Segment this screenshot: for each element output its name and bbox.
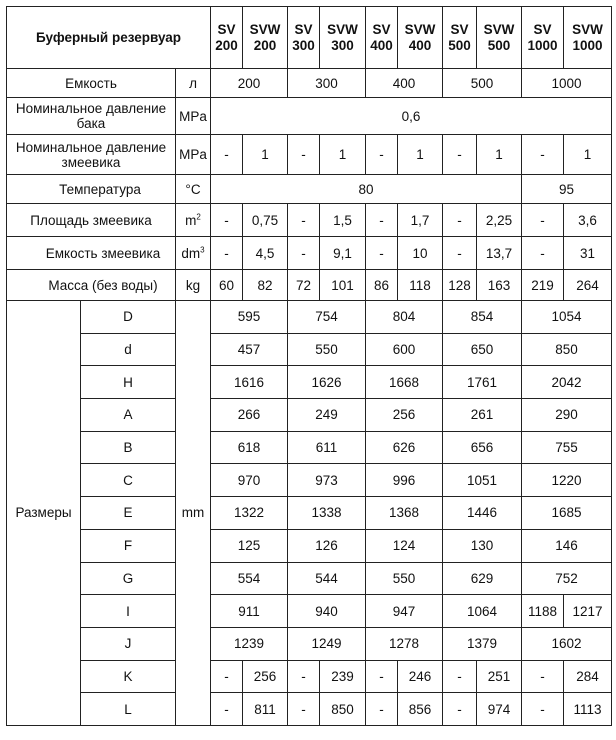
coil-area-row [7,204,612,237]
dim-value: 1626 [288,366,366,399]
coil-capacity-value: - [522,237,564,270]
coil-pressure-value: - [443,135,477,175]
dim-value: 974 [477,693,522,726]
mass-value: 219 [522,270,564,301]
coil-pressure-value: - [366,135,398,175]
coil-pressure-value: 1 [564,135,612,175]
capacity-value: 200 [211,69,288,98]
model-header-2: SV 300 [288,7,320,69]
dim-value: 1685 [522,497,612,530]
dim-value: 1051 [443,464,522,497]
table-title: Буферный резервуар [7,7,211,69]
tank-pressure-label: Номинальное давление бака [7,98,176,135]
dim-value: 266 [211,399,288,432]
dim-value: 854 [443,301,522,334]
dim-value: 256 [243,660,288,693]
dim-value: - [443,660,477,693]
model-header-3: SVW 300 [320,7,366,69]
capacity-value: 300 [288,69,366,98]
dim-row-G [7,562,612,595]
dim-value: 656 [443,431,522,464]
dim-value: 256 [366,399,443,432]
coil-capacity-value: - [443,237,477,270]
dim-row-E [7,497,612,530]
tank-pressure-value: 0,6 [211,98,612,135]
coil-capacity-value: 31 [564,237,612,270]
mass-row [7,270,612,301]
coil-capacity-value: 4,5 [243,237,288,270]
coil-capacity-row [7,237,612,270]
dim-value: 1054 [522,301,612,334]
buffer-tank-spec-table [6,6,612,726]
coil-pressure-value: 1 [398,135,443,175]
dim-value: 146 [522,529,612,562]
mass-value: 163 [477,270,522,301]
coil-pressure-value: - [211,135,243,175]
dim-row-d [7,333,612,366]
dim-value: 629 [443,562,522,595]
coil-pressure-value: - [288,135,320,175]
dim-value: 850 [320,693,366,726]
dim-value: 754 [288,301,366,334]
mass-value: 82 [243,270,288,301]
mass-value: 101 [320,270,366,301]
coil-capacity-value: - [211,237,243,270]
dimensions-label: Размеры [7,301,81,726]
temperature-value: 95 [522,175,612,204]
capacity-label: Емкость [7,69,176,98]
dim-value: 130 [443,529,522,562]
dim-row-A [7,399,612,432]
coil-pressure-value: 1 [477,135,522,175]
dim-value: 911 [211,595,288,628]
dim-value: - [522,693,564,726]
dim-value: 755 [522,431,612,464]
dim-value: 1761 [443,366,522,399]
dim-row-J [7,627,612,660]
dim-value: 600 [366,333,443,366]
dim-value: 284 [564,660,612,693]
dim-value: - [443,693,477,726]
model-header-8: SV 1000 [522,7,564,69]
capacity-value: 1000 [522,69,612,98]
dim-value: 251 [477,660,522,693]
dim-value: 626 [366,431,443,464]
coil-area-value: - [522,204,564,237]
header-row [7,7,612,69]
dim-value: 261 [443,399,522,432]
capacity-value: 500 [443,69,522,98]
dim-value: 1188 [522,595,564,628]
model-header-4: SV 400 [366,7,398,69]
coil-area-unit: $m^2$ [176,204,211,237]
dim-row-K [7,660,612,693]
coil-area-value: - [443,204,477,237]
capacity-unit: л [176,69,211,98]
model-header-0: SV 200 [211,7,243,69]
dim-value: 290 [522,399,612,432]
dim-value: 618 [211,431,288,464]
temperature-label: Температура [7,175,176,204]
dim-value: 973 [288,464,366,497]
dim-value: - [366,693,398,726]
coil-capacity-value: 10 [398,237,443,270]
dim-key: I [81,595,176,628]
dim-value: 1338 [288,497,366,530]
temperature-unit: °C [176,175,211,204]
coil-capacity-label: Емкость змеевика [7,237,176,270]
dim-value: 126 [288,529,366,562]
dim-value: 1602 [522,627,612,660]
coil-area-value: 1,5 [320,204,366,237]
dim-value: 1379 [443,627,522,660]
mass-value: 86 [366,270,398,301]
dim-value: 970 [211,464,288,497]
temperature-value: 80 [211,175,522,204]
dim-value: 125 [211,529,288,562]
dim-value: 1322 [211,497,288,530]
dim-value: 1616 [211,366,288,399]
tank-pressure-row [7,98,612,135]
dim-row-D [7,301,612,334]
coil-area-value: 3,6 [564,204,612,237]
dim-row-I [7,595,612,628]
coil-capacity-value: - [366,237,398,270]
dim-key: d [81,333,176,366]
mass-value: 128 [443,270,477,301]
coil-pressure-value: - [522,135,564,175]
dim-key: E [81,497,176,530]
model-header-6: SV 500 [443,7,477,69]
dim-row-L [7,693,612,726]
dim-value: 1446 [443,497,522,530]
dim-value: 1278 [366,627,443,660]
mass-value: 118 [398,270,443,301]
dim-value: 1368 [366,497,443,530]
coil-capacity-value: 9,1 [320,237,366,270]
dim-key: K [81,660,176,693]
coil-pressure-value: 1 [320,135,366,175]
dim-row-H [7,366,612,399]
dim-value: 811 [243,693,288,726]
coil-area-value: - [288,204,320,237]
dim-value: 947 [366,595,443,628]
dim-key: L [81,693,176,726]
coil-area-label: Площадь змеевика [7,204,176,237]
dim-row-C [7,464,612,497]
dim-value: - [522,660,564,693]
mass-value: 264 [564,270,612,301]
model-header-5: SVW 400 [398,7,443,69]
dim-key: C [81,464,176,497]
coil-pressure-unit: MPa [176,135,211,175]
dim-value: 1239 [211,627,288,660]
dim-value: 544 [288,562,366,595]
coil-area-value: - [366,204,398,237]
dim-value: 611 [288,431,366,464]
dim-key: H [81,366,176,399]
dim-value: - [211,693,243,726]
mass-value: 72 [288,270,320,301]
dim-value: 249 [288,399,366,432]
dim-value: 1220 [522,464,612,497]
dim-value: 124 [366,529,443,562]
coil-capacity-value: - [288,237,320,270]
coil-area-value: 0,75 [243,204,288,237]
dim-value: 550 [288,333,366,366]
coil-pressure-label: Номинальное давление змеевика [7,135,176,175]
dim-value: 752 [522,562,612,595]
capacity-row [7,69,612,98]
dim-key: J [81,627,176,660]
dimensions-unit: mm [176,301,211,726]
dim-value: 550 [366,562,443,595]
mass-value: 60 [211,270,243,301]
dim-key: B [81,431,176,464]
dim-value: - [366,660,398,693]
dim-value: 650 [443,333,522,366]
dim-value: 940 [288,595,366,628]
coil-pressure-row [7,135,612,175]
dim-value: - [211,660,243,693]
dim-value: 595 [211,301,288,334]
mass-unit: kg [176,270,211,301]
dim-value: 804 [366,301,443,334]
model-header-7: SVW 500 [477,7,522,69]
capacity-value: 400 [366,69,443,98]
dim-value: 246 [398,660,443,693]
dim-value: 457 [211,333,288,366]
temperature-row [7,175,612,204]
dim-value: 1217 [564,595,612,628]
dim-value: 856 [398,693,443,726]
dim-row-B [7,431,612,464]
dim-key: F [81,529,176,562]
dim-value: 850 [522,333,612,366]
tank-pressure-unit: MPa [176,98,211,135]
dim-key: A [81,399,176,432]
dim-value: 554 [211,562,288,595]
coil-capacity-unit: $dm^3$ [176,237,211,270]
coil-capacity-value: 13,7 [477,237,522,270]
dim-value: 1249 [288,627,366,660]
dim-key: D [81,301,176,334]
dim-key: G [81,562,176,595]
model-header-9: SVW 1000 [564,7,612,69]
dim-value: 239 [320,660,366,693]
coil-area-value: - [211,204,243,237]
coil-area-value: 2,25 [477,204,522,237]
mass-label: Масса (без воды) [7,270,176,301]
coil-area-value: 1,7 [398,204,443,237]
dim-value: 996 [366,464,443,497]
dim-value: 1064 [443,595,522,628]
model-header-1: SVW 200 [243,7,288,69]
dim-value: 1668 [366,366,443,399]
dim-value: 2042 [522,366,612,399]
dim-value: - [288,693,320,726]
coil-pressure-value: 1 [243,135,288,175]
dim-value: - [288,660,320,693]
dim-row-F [7,529,612,562]
dim-value: 1113 [564,693,612,726]
